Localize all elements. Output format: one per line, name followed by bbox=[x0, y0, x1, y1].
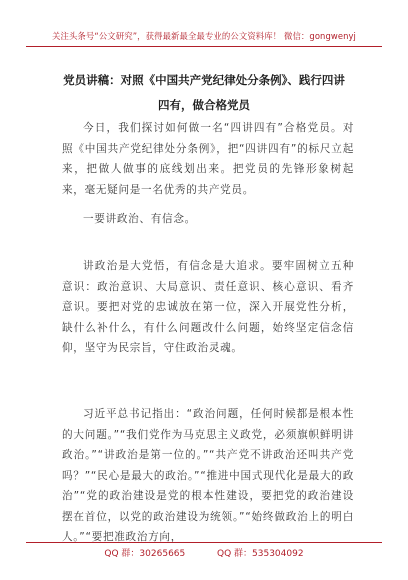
paragraph-section-heading: 一要讲政治、有信念。 bbox=[83, 213, 196, 225]
footer-divider bbox=[26, 542, 382, 543]
paragraph-quotes: 习近平总书记指出：“政治问题，任何时候都是根本性的大问题。”“我们党作为马克思主义政党，必须旗帜鲜明讲政治。”“讲政治是第一位的。”“共产党不讲政治还叫共产党吗？”“民心是最大的政治。”“推进中国式现代化是最大的政治”“党的政治建设是党的根本性建设，要把党的政治建设摆在首位，以党的政治建设为统领。”“始终做政治上的明白人。”“要把准政治方向， bbox=[62, 408, 354, 543]
header-banner: 关注头条号“公文研究”，获得最新最全最专业的公文资料库！ 微信：gongwenyj bbox=[52, 31, 356, 41]
footer-qq-group-1: QQ 群：30265665 bbox=[104, 549, 186, 559]
paragraph-political-awareness: 讲政治是大党悟，有信念是大追求。要牢固树立五种意识：政治意识、大局意识、责任意识、核心意识、看齐意识。要把对党的忠诚放在第一位，深入开展党性分析，缺什么补什么，有什么问题改什么问题，始终坚定信念信仰，坚守为民宗旨，守住政治灵魂。 bbox=[62, 260, 354, 354]
footer-contact bbox=[0, 546, 408, 559]
footer-qq-group-2: QQ 群：535304092 bbox=[217, 549, 304, 559]
document-title-line-2: 四有，做合格党员 bbox=[158, 98, 250, 112]
header-divider bbox=[26, 46, 382, 47]
document-title bbox=[36, 68, 372, 118]
document-title-line-1: 党员讲稿：对照《中国共产党纪律处分条例》、践行四讲 bbox=[63, 73, 345, 87]
paragraph-intro: 今日，我们探讨如何做一名“四讲四有”合格党员。对照《中国共产党纪律处分条例》，把“四讲四有”的标尺立起来，把做人做事的底线划出来。把党员的先锋形象树起来，毫无疑问是一名优秀的共产党员。 bbox=[62, 122, 354, 196]
